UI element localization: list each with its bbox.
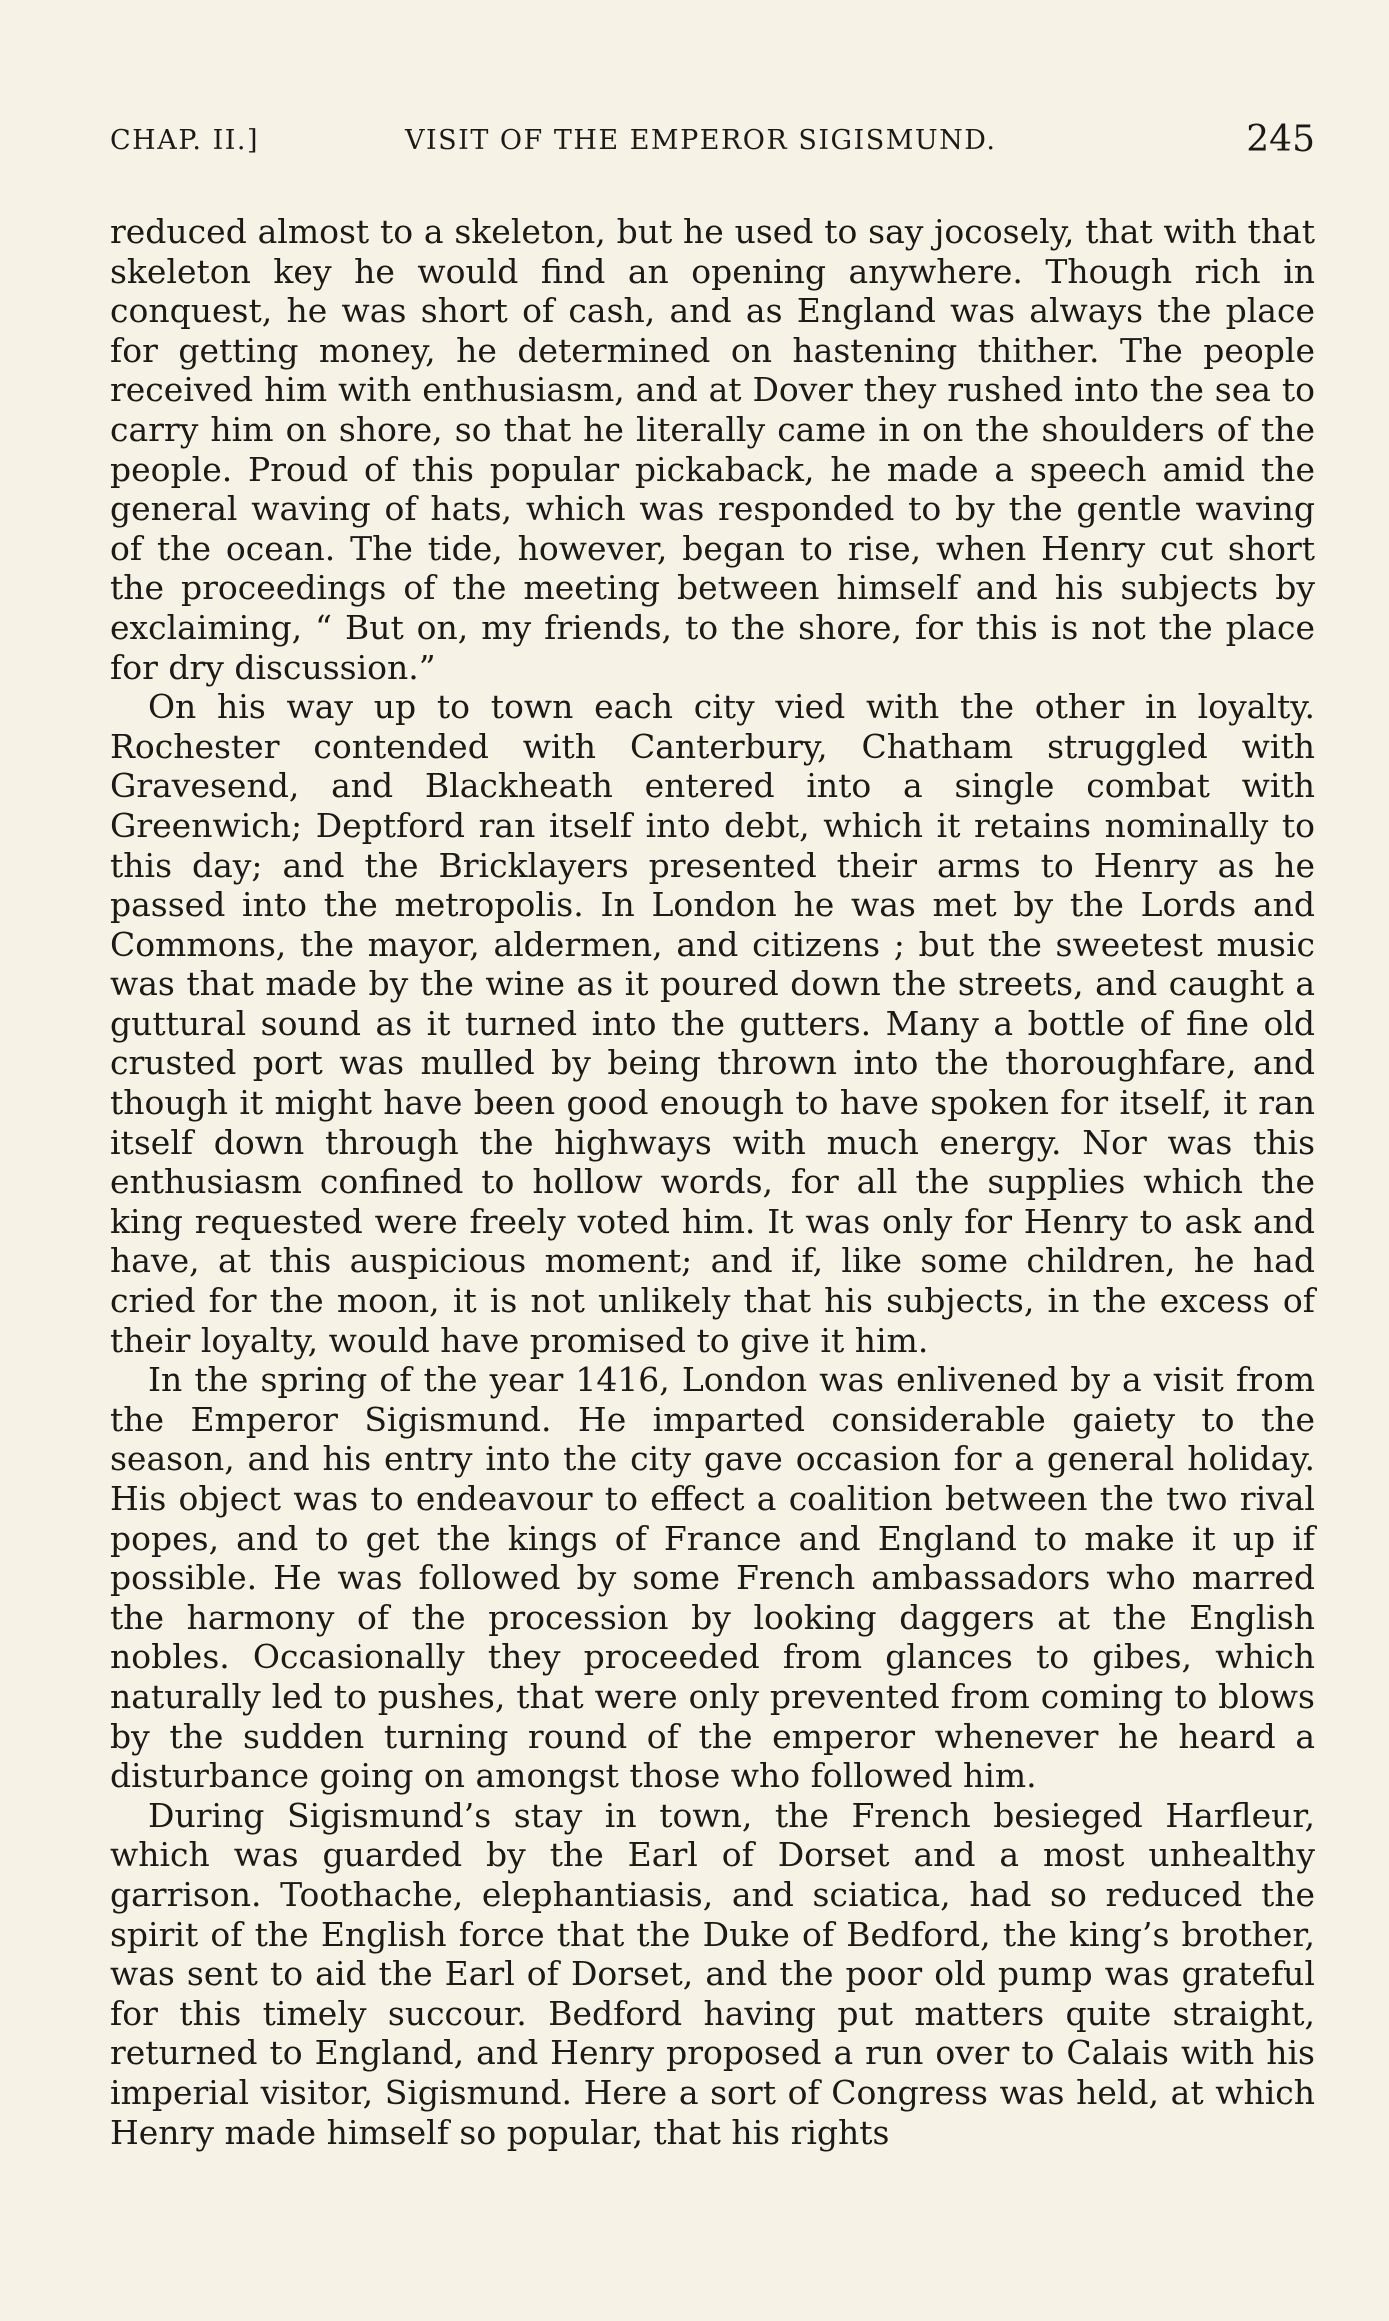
paragraph-1: reduced almost to a skeleton, but he used to say jocosely, that with that skeleton key he would find an opening anywhere. Though rich in conquest, he was short of cash, and as England was always the place for getting money, he determined on hastening thither. The people received him with enthusiasm, and at Dover they rushed into the sea to carry him on shore, so that he literally came in on the shoulders of the people. Proud of this popular pickaback, he made a speech amid the general waving of hats, which was responded to by the gentle waving of the ocean. The tide, however, began to rise, when Henry cut short the proceedings of the meeting between himself and his subjects by exclaiming, “ But on, my friends, to the shore, for this is not the place for dry discussion.” [110,212,1315,687]
running-title: VISIT OF THE EMPEROR SIGISMUND. [405,125,997,156]
paragraph-4: During Sigismund’s stay in town, the French besieged Harfleur, which was guarded by the Earl of Dorset and a most unhealthy garrison. Toothache, elephantiasis, and sciatica, had so reduced the spirit of the English force that the Duke of Bedford, the king’s brother, was sent to aid the Earl of Dorset, and the poor old pump was grateful for this timely succour. Bedford having put matters quite straight, returned to England, and Henry proposed a run over to Calais with his imperial visitor, Sigismund. Here a sort of Congress was held, at which Henry made himself so popular, that his rights [110,1795,1315,2152]
body-text [110,212,1315,2152]
page-number: 245 [1246,119,1315,160]
running-header [110,119,1315,167]
paragraph-3: In the spring of the year 1416, London was enlivened by a visit from the Emperor Sigismund. He imparted considerable gaiety to the season, and his entry into the city gave occasion for a general holiday. His object was to endeavour to effect a coalition between the two rival popes, and to get the kings of France and England to make it up if possible. He was followed by some French ambassadors who marred the harmony of the procession by looking daggers at the English nobles. Occasionally they proceeded from glances to gibes, which naturally led to pushes, that were only prevented from coming to blows by the sudden turning round of the emperor whenever he heard a disturbance going on amongst those who followed him. [110,1360,1315,1796]
paragraph-2: On his way up to town each city vied with the other in loyalty. Rochester contended with Canterbury, Chatham struggled with Gravesend, and Blackheath entered into a single combat with Greenwich; Deptford ran itself into debt, which it retains nominally to this day; and the Bricklayers presented their arms to Henry as he passed into the metropolis. In London he was met by the Lords and Commons, the mayor, aldermen, and citizens ; but the sweetest music was that made by the wine as it poured down the streets, and caught a guttural sound as it turned into the gutters. Many a bottle of fine old crusted port was mulled by being thrown into the thoroughfare, and though it might have been good enough to have spoken for itself, it ran itself down through the highways with much energy. Nor was this enthusiasm confined to hollow words, for all the supplies which the king requested were freely voted him. It was only for Henry to ask and have, at this auspicious moment; and if, like some children, he had cried for the moon, it is not unlikely that his subjects, in the excess of their loyalty, would have promised to give it him. [110,687,1315,1360]
chapter-label: CHAP. II.] [110,125,260,156]
